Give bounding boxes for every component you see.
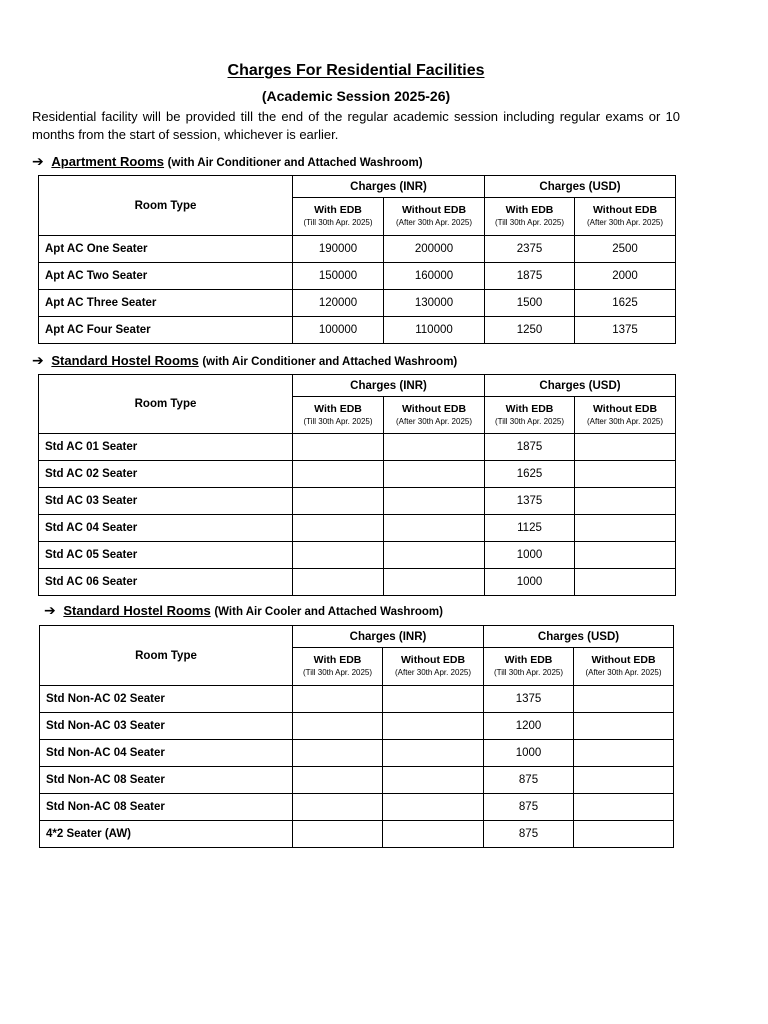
with-edb-label: With EDB: [505, 402, 554, 415]
usd-with-edb-cell: 875: [484, 821, 574, 848]
usd-with-edb-cell: 1875: [485, 263, 575, 290]
inr-with-edb-cell: [293, 515, 384, 542]
section-heading-apartment: [32, 153, 423, 170]
inr-with-edb-cell: 190000: [293, 236, 384, 263]
room-type-cell: Std AC 02 Seater: [39, 461, 293, 488]
table-row: [40, 686, 674, 713]
inr-group-header: Charges (INR): [293, 375, 485, 397]
inr-with-edb-cell: 120000: [293, 290, 384, 317]
usd-with-edb-cell: 1875: [485, 434, 575, 461]
inr-without-edb-cell: 160000: [384, 263, 485, 290]
section-heading-standard-ac: [32, 352, 457, 369]
with-edb-header: [485, 397, 575, 434]
with-edb-label: With EDB: [314, 204, 362, 216]
inr-with-edb-cell: [293, 434, 384, 461]
table-row: [39, 263, 676, 290]
without-edb-label: Without EDB: [592, 204, 658, 216]
without-edb-label: Without EDB: [591, 654, 656, 666]
usd-with-edb-cell: 875: [484, 767, 574, 794]
usd-with-edb-cell: 2375: [485, 236, 575, 263]
without-edb-label: Without EDB: [401, 402, 467, 415]
room-type-cell: Std Non-AC 04 Seater: [40, 740, 293, 767]
inr-with-edb-cell: [293, 488, 384, 515]
with-edb-note: (Till 30th Apr. 2025): [303, 416, 373, 426]
without-edb-header: [384, 397, 485, 434]
inr-without-edb-cell: 130000: [384, 290, 485, 317]
arrow-right-icon: ➔: [44, 602, 56, 618]
standard-cooler-rooms-table: [39, 625, 674, 848]
session-subtitle: (Academic Session 2025-26): [261, 88, 451, 104]
table-row: [39, 488, 676, 515]
without-edb-note: (After 30th Apr. 2025): [586, 218, 664, 227]
inr-with-edb-cell: [293, 740, 383, 767]
room-type-cell: Std Non-AC 03 Seater: [40, 713, 293, 740]
inr-with-edb-cell: [293, 569, 384, 596]
table-row: [39, 542, 676, 569]
usd-without-edb-cell: [574, 740, 674, 767]
inr-without-edb-cell: [384, 515, 485, 542]
section-note: (with Air Conditioner and Attached Washroom): [202, 356, 458, 368]
section-note: (with Air Conditioner and Attached Washroom): [167, 157, 423, 169]
usd-without-edb-cell: [575, 461, 676, 488]
usd-group-header: Charges (USD): [484, 626, 674, 648]
usd-with-edb-cell: 1375: [484, 686, 574, 713]
usd-with-edb-cell: 1375: [485, 488, 575, 515]
inr-without-edb-cell: [384, 542, 485, 569]
usd-with-edb-cell: 875: [484, 794, 574, 821]
section-note: (With Air Cooler and Attached Washroom): [214, 606, 443, 618]
inr-without-edb-cell: [383, 713, 484, 740]
inr-without-edb-cell: [383, 686, 484, 713]
inr-with-edb-cell: [293, 767, 383, 794]
table-row: [40, 794, 674, 821]
with-edb-label: With EDB: [313, 654, 362, 666]
section-heading-standard-cooler: [44, 602, 443, 619]
room-type-cell: Apt AC Four Seater: [39, 317, 293, 344]
inr-without-edb-cell: [383, 767, 484, 794]
inr-group-header: Charges (INR): [293, 176, 485, 198]
room-type-header: Room Type: [40, 626, 293, 686]
room-type-cell: Std Non-AC 02 Seater: [40, 686, 293, 713]
usd-with-edb-cell: 1625: [485, 461, 575, 488]
without-edb-note: (After 30th Apr. 2025): [586, 416, 664, 426]
usd-group-header: Charges (USD): [485, 176, 676, 198]
room-type-header: Room Type: [39, 176, 293, 236]
usd-without-edb-cell: 1375: [575, 317, 676, 344]
table-row: [39, 515, 676, 542]
table-row: [39, 290, 676, 317]
without-edb-label: Without EDB: [401, 204, 467, 216]
table-row: [39, 434, 676, 461]
room-type-cell: Std AC 03 Seater: [39, 488, 293, 515]
with-edb-note: (Till 30th Apr. 2025): [303, 218, 373, 227]
room-type-cell: Std AC 06 Seater: [39, 569, 293, 596]
section-name: Apartment Rooms: [51, 154, 165, 169]
with-edb-label: With EDB: [504, 654, 553, 666]
inr-with-edb-cell: [293, 794, 383, 821]
room-type-cell: Apt AC Two Seater: [39, 263, 293, 290]
without-edb-header: [384, 198, 485, 236]
with-edb-header: [484, 648, 574, 686]
inr-without-edb-cell: [384, 569, 485, 596]
with-edb-header: [485, 198, 575, 236]
table-row: [39, 461, 676, 488]
inr-with-edb-cell: [293, 461, 384, 488]
with-edb-note: (Till 30th Apr. 2025): [494, 218, 565, 227]
room-type-cell: Std AC 05 Seater: [39, 542, 293, 569]
table-row: [39, 236, 676, 263]
with-edb-label: With EDB: [505, 204, 554, 216]
usd-with-edb-cell: 1000: [485, 542, 575, 569]
arrow-right-icon: ➔: [32, 153, 44, 169]
arrow-right-icon: ➔: [32, 352, 44, 368]
usd-without-edb-cell: 1625: [575, 290, 676, 317]
intro-paragraph: Residential facility will be provided till the end of the regular academic session including regular exams or 10 months from the start of session, whichever is earlier.: [32, 109, 680, 142]
without-edb-note: (After 30th Apr. 2025): [395, 218, 473, 227]
room-type-cell: Std Non-AC 08 Seater: [40, 794, 293, 821]
usd-without-edb-cell: 2500: [575, 236, 676, 263]
without-edb-note: (After 30th Apr. 2025): [395, 416, 473, 426]
with-edb-header: [293, 648, 383, 686]
inr-without-edb-cell: 200000: [384, 236, 485, 263]
inr-without-edb-cell: [383, 821, 484, 848]
table-row: [40, 713, 674, 740]
usd-without-edb-cell: [574, 821, 674, 848]
table-row: [40, 767, 674, 794]
table-row: [40, 740, 674, 767]
inr-without-edb-cell: [384, 488, 485, 515]
usd-without-edb-cell: [574, 767, 674, 794]
apartment-rooms-table: [38, 175, 676, 344]
without-edb-header: [383, 648, 484, 686]
without-edb-header: [575, 397, 676, 434]
usd-without-edb-cell: [575, 488, 676, 515]
usd-with-edb-cell: 1000: [484, 740, 574, 767]
inr-with-edb-cell: 100000: [293, 317, 384, 344]
inr-without-edb-cell: 110000: [384, 317, 485, 344]
inr-with-edb-cell: [293, 713, 383, 740]
room-type-cell: Std AC 04 Seater: [39, 515, 293, 542]
inr-with-edb-cell: [293, 821, 383, 848]
room-type-cell: Std Non-AC 08 Seater: [40, 767, 293, 794]
usd-group-header: Charges (USD): [485, 375, 676, 397]
usd-with-edb-cell: 1500: [485, 290, 575, 317]
with-edb-note: (Till 30th Apr. 2025): [494, 416, 565, 426]
inr-without-edb-cell: [384, 434, 485, 461]
with-edb-label: With EDB: [314, 402, 362, 415]
usd-without-edb-cell: [574, 686, 674, 713]
with-edb-header: [293, 198, 384, 236]
without-edb-label: Without EDB: [400, 654, 466, 666]
usd-without-edb-cell: [575, 569, 676, 596]
room-type-cell: 4*2 Seater (AW): [40, 821, 293, 848]
room-type-cell: Apt AC Three Seater: [39, 290, 293, 317]
room-type-header: Room Type: [39, 375, 293, 434]
inr-with-edb-cell: 150000: [293, 263, 384, 290]
with-edb-header: [293, 397, 384, 434]
usd-with-edb-cell: 1000: [485, 569, 575, 596]
section-name: Standard Hostel Rooms: [63, 603, 211, 618]
usd-without-edb-cell: [574, 794, 674, 821]
inr-without-edb-cell: [384, 461, 485, 488]
with-edb-note: (Till 30th Apr. 2025): [493, 668, 564, 677]
usd-with-edb-cell: 1250: [485, 317, 575, 344]
table-row: [39, 317, 676, 344]
inr-with-edb-cell: [293, 542, 384, 569]
standard-ac-rooms-table: [38, 374, 676, 596]
usd-without-edb-cell: [575, 515, 676, 542]
without-edb-note: (After 30th Apr. 2025): [585, 668, 662, 677]
without-edb-header: [575, 198, 676, 236]
usd-with-edb-cell: 1125: [485, 515, 575, 542]
inr-with-edb-cell: [293, 686, 383, 713]
inr-without-edb-cell: [383, 794, 484, 821]
section-name: Standard Hostel Rooms: [51, 353, 199, 368]
usd-without-edb-cell: [574, 713, 674, 740]
usd-with-edb-cell: 1200: [484, 713, 574, 740]
page-title: Charges For Residential Facilities: [227, 62, 485, 79]
room-type-cell: Apt AC One Seater: [39, 236, 293, 263]
without-edb-header: [574, 648, 674, 686]
usd-without-edb-cell: 2000: [575, 263, 676, 290]
table-row: [39, 569, 676, 596]
without-edb-note: (After 30th Apr. 2025): [394, 668, 472, 677]
usd-without-edb-cell: [575, 434, 676, 461]
usd-without-edb-cell: [575, 542, 676, 569]
without-edb-label: Without EDB: [592, 402, 658, 415]
inr-without-edb-cell: [383, 740, 484, 767]
table-row: [40, 821, 674, 848]
room-type-cell: Std AC 01 Seater: [39, 434, 293, 461]
with-edb-note: (Till 30th Apr. 2025): [302, 668, 373, 677]
inr-group-header: Charges (INR): [293, 626, 484, 648]
